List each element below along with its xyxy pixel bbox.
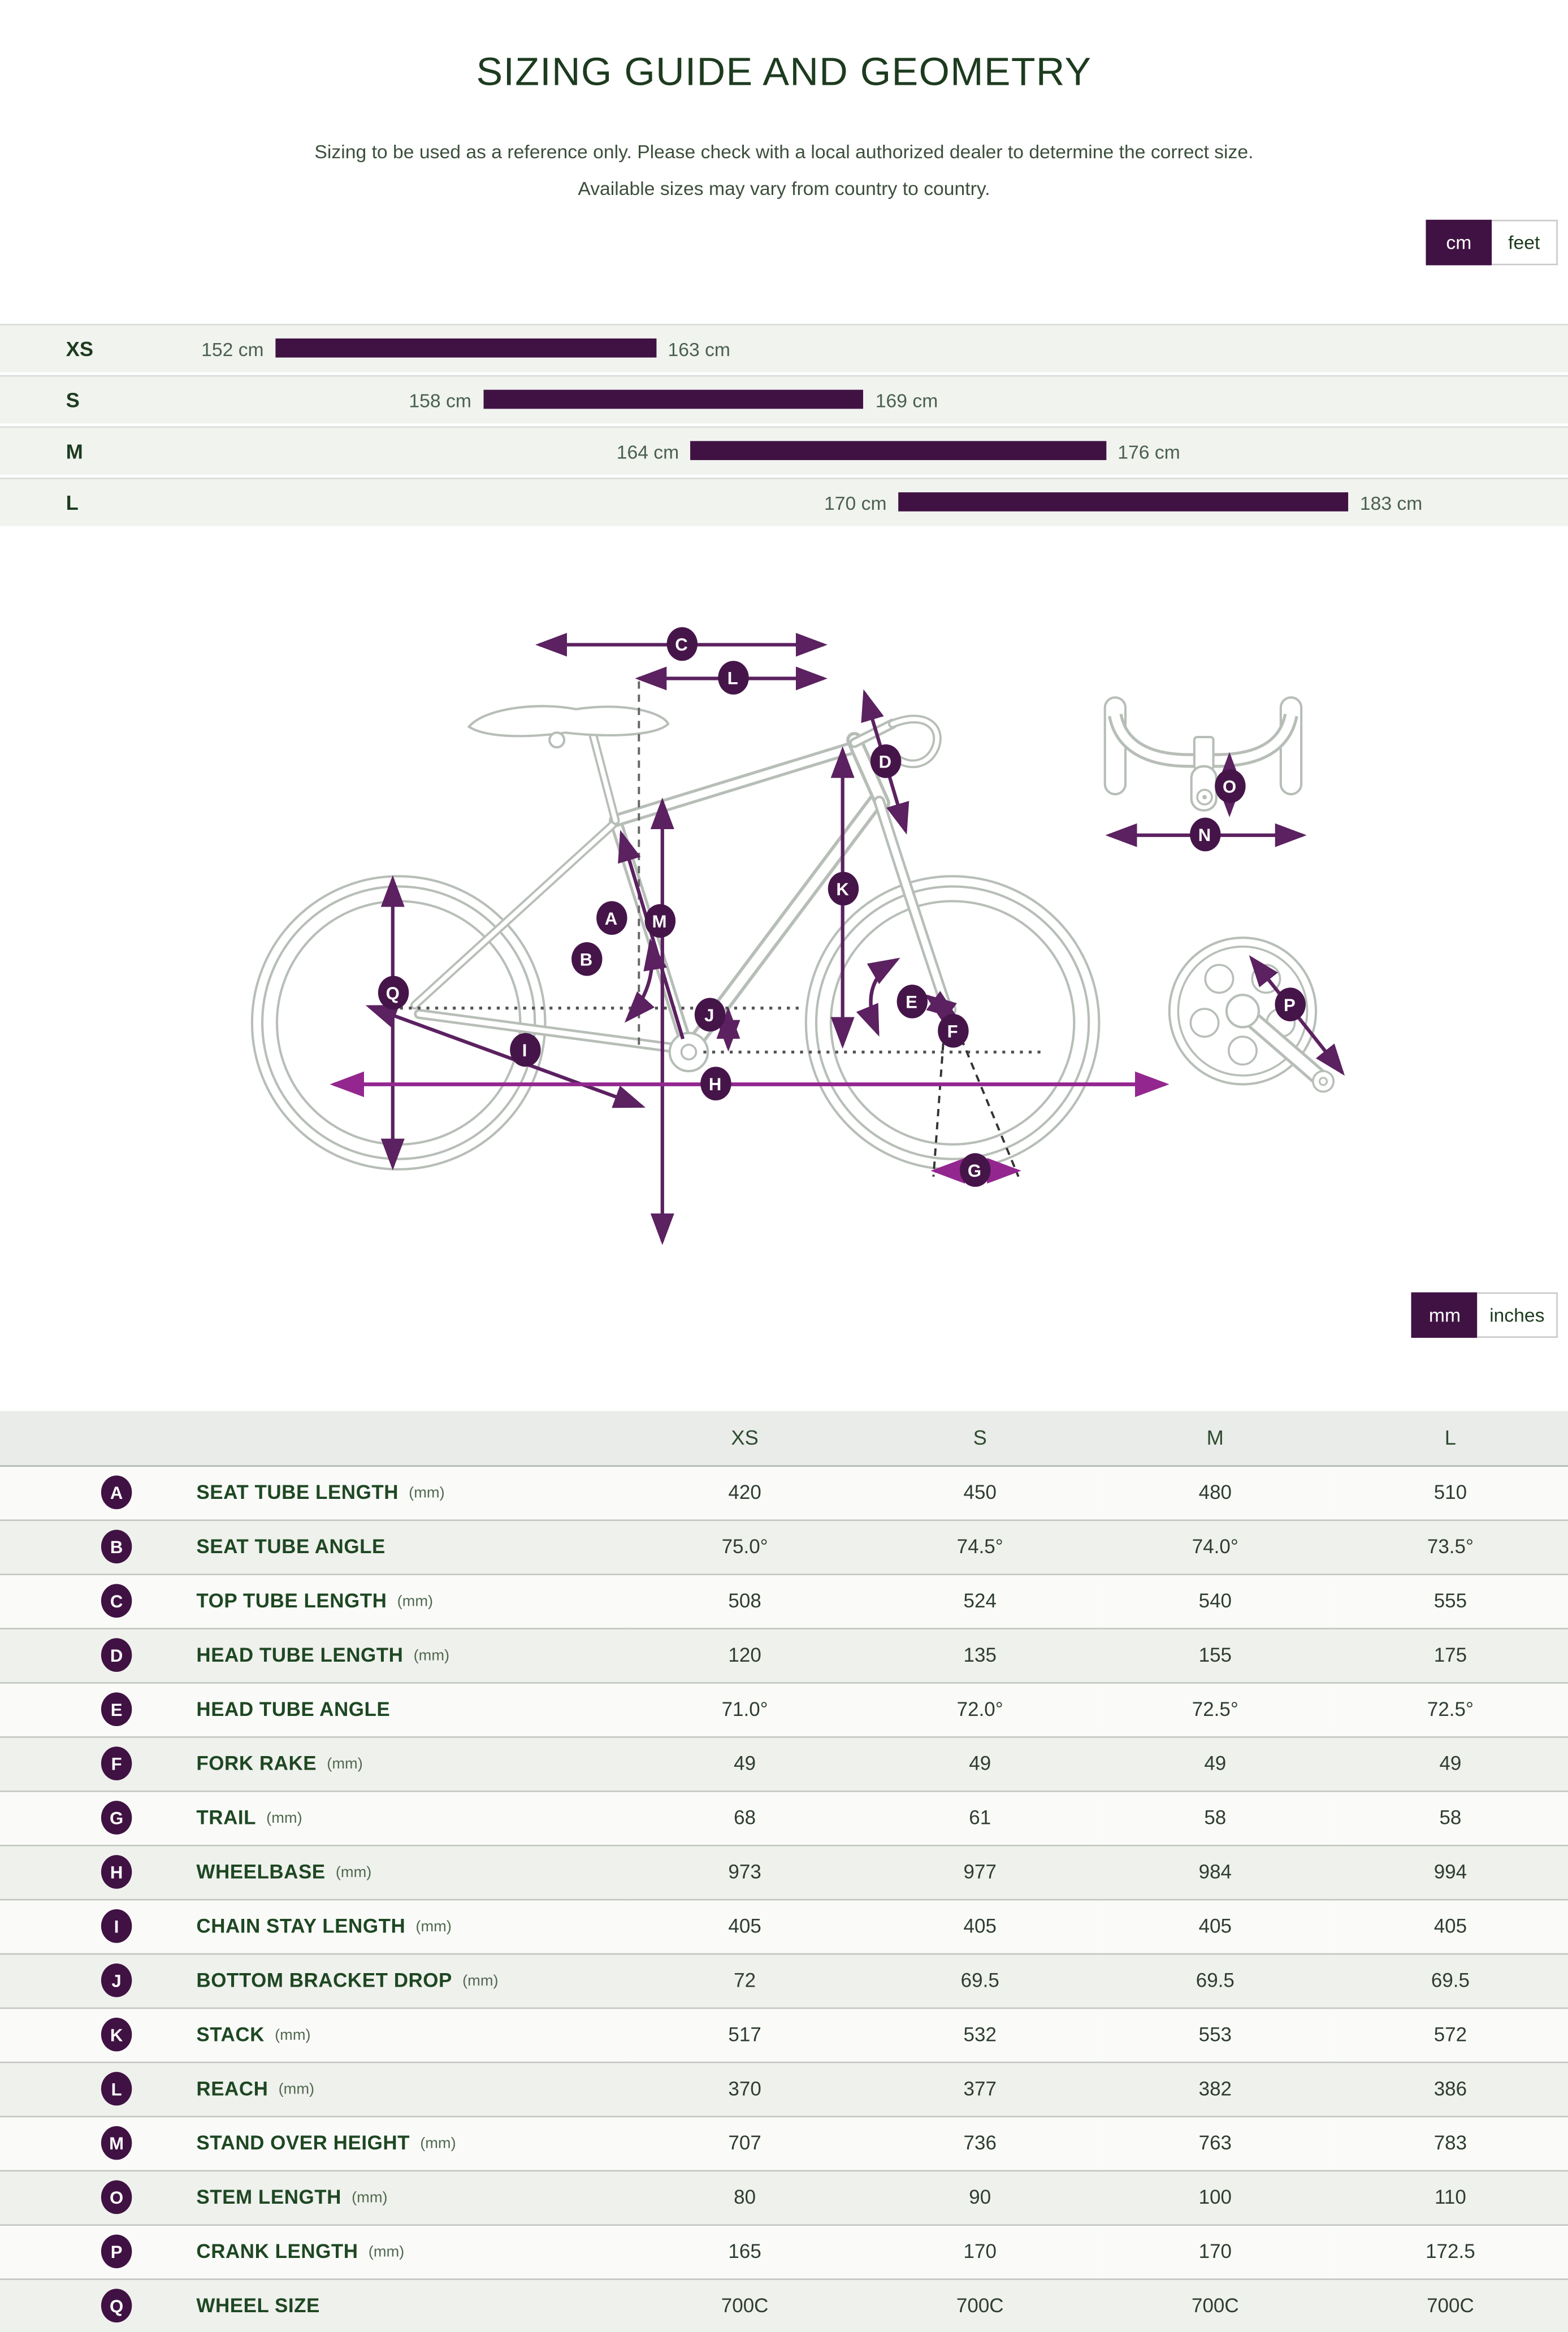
value-m-m: 763	[1098, 2116, 1333, 2170]
min-height-label: 158 cm	[409, 389, 471, 411]
value-d-s: 135	[863, 1628, 1098, 1683]
value-j-s: 69.5	[863, 1953, 1098, 2008]
diagram-marker-e: E	[896, 985, 926, 1019]
min-height-label: 170 cm	[824, 492, 887, 514]
row-letter-badge: E	[101, 1693, 132, 1727]
value-q-l: 700C	[1333, 2279, 1568, 2332]
height-range-bar	[483, 389, 864, 409]
value-c-m: 540	[1098, 1574, 1333, 1628]
row-letter-badge: F	[101, 1747, 132, 1781]
row-unit: (mm)	[266, 1809, 302, 1827]
diagram-marker-o: O	[1214, 770, 1245, 804]
value-e-xs: 71.0°	[627, 1683, 863, 1737]
frame-tubes	[415, 718, 947, 1051]
value-g-s: 61	[863, 1791, 1098, 1845]
value-o-xs: 80	[627, 2170, 863, 2225]
row-label: SEAT TUBE ANGLE	[196, 1536, 385, 1558]
row-letter-badge: H	[101, 1856, 132, 1889]
size-label: M	[66, 439, 83, 463]
column-header-m: M	[1098, 1411, 1333, 1466]
bike-geometry-diagram	[0, 578, 1568, 1340]
value-e-m: 72.5°	[1098, 1683, 1333, 1737]
table-row-p	[0, 2225, 1568, 2279]
value-a-l: 510	[1333, 1466, 1568, 1520]
value-p-xs: 165	[627, 2225, 863, 2279]
value-k-m: 553	[1098, 2008, 1333, 2062]
row-letter-badge: A	[101, 1476, 132, 1510]
header-spacer	[0, 1411, 627, 1466]
value-k-s: 532	[863, 2008, 1098, 2062]
diagram-marker-h: H	[700, 1067, 730, 1101]
value-f-l: 49	[1333, 1737, 1568, 1791]
row-unit: (mm)	[420, 2134, 456, 2152]
value-p-l: 172.5	[1333, 2225, 1568, 2279]
row-label: TRAIL	[196, 1807, 257, 1829]
value-j-xs: 72	[627, 1953, 863, 2008]
row-unit: (mm)	[352, 2188, 388, 2207]
value-i-m: 405	[1098, 1899, 1333, 1953]
column-header-s: S	[863, 1411, 1098, 1466]
value-l-m: 382	[1098, 2062, 1333, 2116]
row-unit: (mm)	[415, 1917, 452, 1935]
value-l-s: 377	[863, 2062, 1098, 2116]
value-c-s: 524	[863, 1574, 1098, 1628]
size-row-m	[0, 426, 1568, 475]
size-row-l	[0, 477, 1568, 526]
value-m-l: 783	[1333, 2116, 1568, 2170]
value-c-l: 555	[1333, 1574, 1568, 1628]
table-row-l	[0, 2062, 1568, 2116]
value-a-s: 450	[863, 1466, 1098, 1520]
inches-toggle-button[interactable]: inches	[1478, 1292, 1557, 1337]
table-row-c	[0, 1574, 1568, 1628]
row-label: STAND OVER HEIGHT	[196, 2132, 410, 2155]
value-m-s: 736	[863, 2116, 1098, 2170]
row-unit: (mm)	[278, 2080, 315, 2098]
row-letter-badge: P	[101, 2235, 132, 2269]
value-h-m: 984	[1098, 1845, 1333, 1899]
rider-height-size-chart	[0, 323, 1568, 526]
diagram-marker-l: L	[717, 661, 748, 695]
table-row-a	[0, 1466, 1568, 1520]
row-label: BOTTOM BRACKET DROP	[196, 1969, 452, 1992]
row-letter-badge: Q	[101, 2289, 132, 2323]
diagram-marker-c: C	[666, 627, 696, 661]
max-height-label: 176 cm	[1117, 440, 1180, 463]
table-row-i	[0, 1899, 1568, 1953]
value-a-xs: 420	[627, 1466, 863, 1520]
row-label: STEM LENGTH	[196, 2186, 341, 2209]
value-l-xs: 370	[627, 2062, 863, 2116]
value-b-s: 74.5°	[863, 1520, 1098, 1574]
subtitle-line-2: Available sizes may vary from country to country.	[578, 177, 990, 200]
diagram-marker-i: I	[509, 1033, 540, 1067]
value-f-xs: 49	[627, 1737, 863, 1791]
diagram-marker-q: Q	[378, 976, 408, 1010]
value-a-m: 480	[1098, 1466, 1333, 1520]
cm-toggle-button[interactable]: cm	[1426, 219, 1492, 265]
table-row-h	[0, 1845, 1568, 1899]
bike-diagram-drawing	[0, 578, 1568, 1340]
value-b-l: 73.5°	[1333, 1520, 1568, 1574]
size-label: XS	[66, 336, 94, 360]
row-unit: (mm)	[409, 1484, 445, 1502]
value-f-m: 49	[1098, 1737, 1333, 1791]
row-letter-badge: K	[101, 2018, 132, 2052]
value-i-xs: 405	[627, 1899, 863, 1953]
max-height-label: 163 cm	[668, 338, 731, 360]
value-o-s: 90	[863, 2170, 1098, 2225]
diagram-marker-b: B	[571, 942, 601, 976]
table-row-k	[0, 2008, 1568, 2062]
row-letter-badge: L	[101, 2072, 132, 2106]
table-row-e	[0, 1683, 1568, 1737]
size-label: S	[66, 388, 80, 411]
row-label: SEAT TUBE LENGTH	[196, 1481, 399, 1504]
value-h-s: 977	[863, 1845, 1098, 1899]
mm-toggle-button[interactable]: mm	[1412, 1292, 1478, 1337]
row-unit: (mm)	[327, 1755, 363, 1773]
page-title: SIZING GUIDE AND GEOMETRY	[476, 50, 1092, 94]
value-q-s: 700C	[863, 2279, 1098, 2332]
row-unit: (mm)	[335, 1863, 372, 1881]
table-row-d	[0, 1628, 1568, 1683]
row-label: TOP TUBE LENGTH	[196, 1590, 387, 1613]
table-row-b	[0, 1520, 1568, 1574]
value-q-xs: 700C	[627, 2279, 863, 2332]
min-height-label: 152 cm	[201, 338, 264, 360]
value-g-l: 58	[1333, 1791, 1568, 1845]
value-g-m: 58	[1098, 1791, 1333, 1845]
table-row-j	[0, 1953, 1568, 2008]
value-e-s: 72.0°	[863, 1683, 1098, 1737]
value-f-s: 49	[863, 1737, 1098, 1791]
max-height-label: 169 cm	[875, 389, 938, 411]
value-b-xs: 75.0°	[627, 1520, 863, 1574]
row-label: CHAIN STAY LENGTH	[196, 1915, 406, 1937]
row-label: FORK RAKE	[196, 1753, 317, 1775]
geometry-table	[0, 1411, 1568, 2332]
value-o-m: 100	[1098, 2170, 1333, 2225]
value-j-l: 69.5	[1333, 1953, 1568, 2008]
height-unit-toggle	[1426, 219, 1558, 265]
diagram-marker-n: N	[1189, 818, 1220, 852]
value-i-s: 405	[863, 1899, 1098, 1953]
value-p-s: 170	[863, 2225, 1098, 2279]
size-label: L	[66, 490, 79, 514]
row-label: HEAD TUBE LENGTH	[196, 1644, 404, 1667]
value-k-xs: 517	[627, 2008, 863, 2062]
diagram-marker-k: K	[827, 872, 857, 906]
value-d-xs: 120	[627, 1628, 863, 1683]
height-unit-toggle-row	[0, 219, 1568, 265]
measure-unit-toggle	[1412, 1292, 1558, 1337]
row-letter-badge: C	[101, 1584, 132, 1618]
height-range-bar	[275, 338, 656, 357]
value-c-xs: 508	[627, 1574, 863, 1628]
diagram-marker-p: P	[1274, 988, 1305, 1022]
value-k-l: 572	[1333, 2008, 1568, 2062]
subtitle-line-1: Sizing to be used as a reference only. Please check with a local authorized dealer to determine the correct size.	[314, 140, 1254, 163]
table-row-o	[0, 2170, 1568, 2225]
table-row-m	[0, 2116, 1568, 2170]
row-unit: (mm)	[462, 1971, 499, 1989]
table-row-f	[0, 1737, 1568, 1791]
geometry-table-header	[0, 1411, 1568, 1466]
diagram-marker-j: J	[694, 998, 725, 1032]
row-letter-badge: D	[101, 1639, 132, 1672]
row-letter-badge: M	[101, 2126, 132, 2160]
handlebar-front-view	[1105, 697, 1301, 810]
column-header-xs: XS	[627, 1411, 863, 1466]
height-range-bar	[691, 441, 1106, 460]
row-unit: (mm)	[275, 2026, 311, 2044]
table-row-g	[0, 1791, 1568, 1845]
max-height-label: 183 cm	[1359, 492, 1423, 514]
value-o-l: 110	[1333, 2170, 1568, 2225]
feet-toggle-button[interactable]: feet	[1492, 219, 1558, 265]
diagram-marker-g: G	[959, 1154, 990, 1187]
value-q-m: 700C	[1098, 2279, 1333, 2332]
height-range-bar	[898, 492, 1348, 511]
row-label: WHEELBASE	[196, 1861, 326, 1883]
row-label: HEAD TUBE ANGLE	[196, 1698, 391, 1721]
row-label: REACH	[196, 2078, 268, 2100]
row-letter-badge: B	[101, 1530, 132, 1564]
diagram-marker-f: F	[937, 1014, 968, 1048]
diagram-marker-d: D	[870, 744, 900, 778]
value-p-m: 170	[1098, 2225, 1333, 2279]
column-header-l: L	[1333, 1411, 1568, 1466]
row-label: WHEEL SIZE	[196, 2295, 320, 2317]
diagram-marker-a: A	[596, 901, 626, 935]
row-unit: (mm)	[397, 1592, 434, 1610]
value-j-m: 69.5	[1098, 1953, 1333, 2008]
value-g-xs: 68	[627, 1791, 863, 1845]
value-i-l: 405	[1333, 1899, 1568, 1953]
table-row-q	[0, 2279, 1568, 2332]
value-b-m: 74.0°	[1098, 1520, 1333, 1574]
row-letter-badge: G	[101, 1801, 132, 1835]
reference-lines	[374, 681, 1043, 1176]
value-d-m: 155	[1098, 1628, 1333, 1683]
value-h-l: 994	[1333, 1845, 1568, 1899]
row-label: CRANK LENGTH	[196, 2240, 358, 2263]
diagram-marker-m: M	[644, 904, 674, 938]
value-h-xs: 973	[627, 1845, 863, 1899]
value-d-l: 175	[1333, 1628, 1568, 1683]
row-letter-badge: J	[101, 1963, 132, 1997]
value-e-l: 72.5°	[1333, 1683, 1568, 1737]
page-subtitle	[0, 133, 1568, 207]
value-m-xs: 707	[627, 2116, 863, 2170]
row-unit: (mm)	[413, 1646, 450, 1665]
row-label: STACK	[196, 2023, 265, 2046]
value-l-l: 386	[1333, 2062, 1568, 2116]
size-row-s	[0, 375, 1568, 423]
row-letter-badge: I	[101, 1910, 132, 1944]
size-row-xs	[0, 323, 1568, 372]
min-height-label: 164 cm	[616, 440, 679, 463]
row-letter-badge: O	[101, 2181, 132, 2214]
row-unit: (mm)	[368, 2243, 405, 2261]
